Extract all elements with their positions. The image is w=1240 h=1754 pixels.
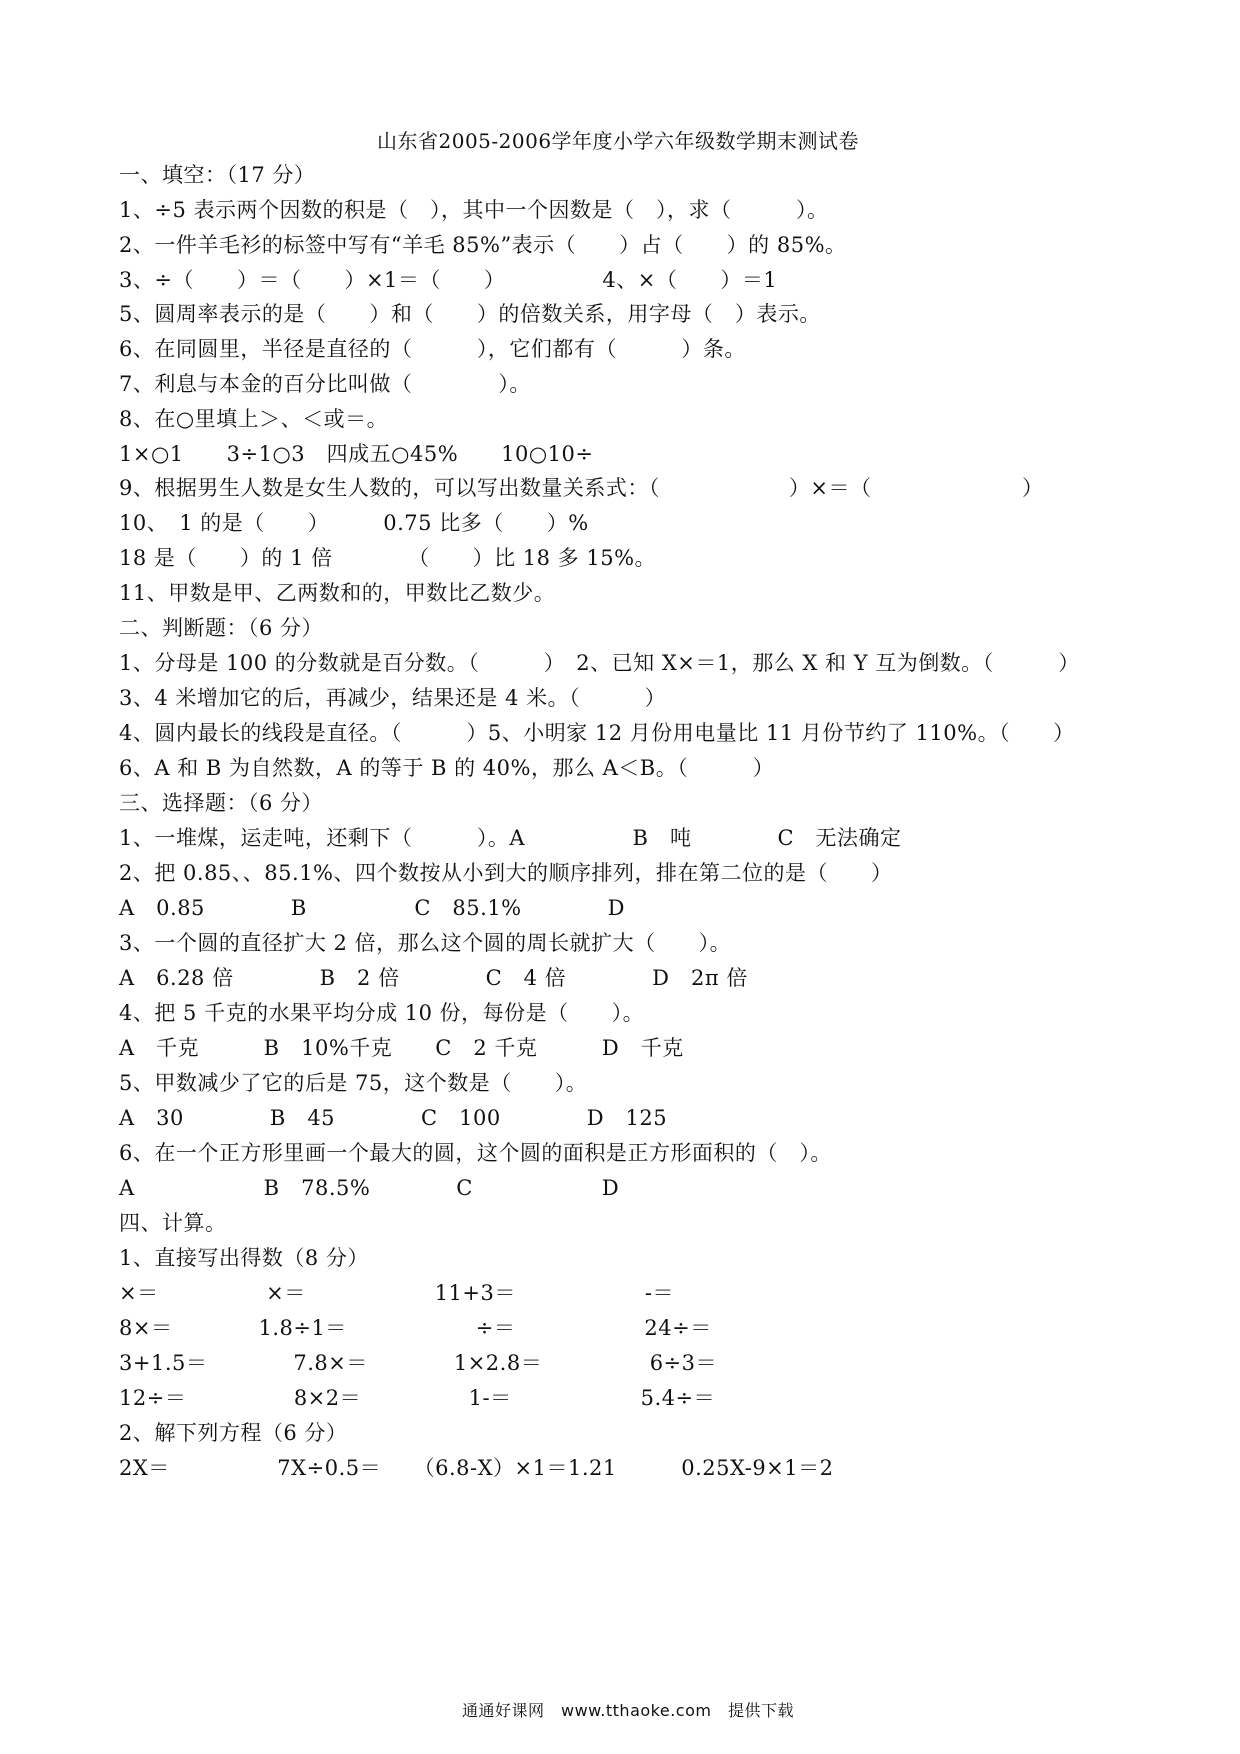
calculation-row: 8×＝ 1.8÷1＝ ÷＝ 24÷＝ (119, 1316, 712, 1340)
equation-row: 2X＝ 7X÷0.5＝ （6.8-X）×1＝1.21 0.25X-9×1＝2 (119, 1456, 834, 1480)
calculation-row: ×＝ ×＝ 11+3＝ -＝ (119, 1281, 674, 1305)
question-line: 6、A 和 B 为自然数，A 的等于 B 的 40%，那么 A＜B。（ ） (119, 756, 775, 780)
section-calculation-heading: 四、计算。 (119, 1211, 227, 1235)
page-title: 山东省2005-2006学年度小学六年级数学期末测试卷 (377, 129, 860, 153)
question-line: 8、在○里填上＞、＜或＝。 (119, 407, 389, 431)
choice-options: A 千克 B 10%千克 C 2 千克 D 千克 (119, 1036, 684, 1060)
choice-options: A 30 B 45 C 100 D 125 (119, 1106, 668, 1130)
question-line: 1、÷5 表示两个因数的积是（ ），其中一个因数是（ ），求（ ）。 (119, 198, 829, 222)
subsection-heading: 2、解下列方程（6 分） (119, 1421, 348, 1445)
question-line: 6、在同圆里，半径是直径的（ ），它们都有（ ）条。 (119, 337, 746, 361)
calculation-row: 3+1.5＝ 7.8×＝ 1×2.8＝ 6÷3＝ (119, 1351, 718, 1375)
question-line: 1、分母是 100 的分数就是百分数。（ ） 2、已知 X×＝1，那么 X 和 Y 互为倒数。（ ） (119, 651, 1080, 675)
section-true-false-heading: 二、判断题：（6 分） (119, 616, 324, 640)
choice-options: A B 78.5% C D (119, 1176, 620, 1200)
question-line: 7、利息与本金的百分比叫做（ ）。 (119, 372, 531, 396)
section-fill-blank-heading: 一、填空：（17 分） (119, 163, 316, 187)
question-line: 1×○1 3÷1○3 四成五○45% 10○10÷ (119, 442, 594, 466)
question-line: 10、 1 的是（ ） 0.75 比多（ ）% (119, 511, 589, 535)
question-line: 4、把 5 千克的水果平均分成 10 份，每份是（ ）。 (119, 1001, 645, 1025)
calculation-row: 12÷＝ 8×2＝ 1-＝ 5.4÷＝ (119, 1386, 716, 1410)
choice-options: A 0.85 B C 85.1% D (119, 896, 625, 920)
section-multiple-choice-heading: 三、选择题：（6 分） (119, 791, 324, 815)
choice-options: A 6.28 倍 B 2 倍 C 4 倍 D 2π 倍 (119, 966, 748, 990)
question-line: 2、一件羊毛衫的标签中写有“羊毛 85%”表示（ ）占（ ）的 85%。 (119, 233, 847, 257)
question-line: 5、圆周率表示的是（ ）和（ ）的倍数关系，用字母（ ）表示。 (119, 302, 821, 326)
question-line: 9、根据男生人数是女生人数的，可以写出数量关系式：（ ）×＝（ ） (119, 476, 1044, 500)
question-line: 2、把 0.85、、85.1%、四个数按从小到大的顺序排列，排在第二位的是（ ） (119, 861, 893, 885)
question-line: 5、甲数减少了它的后是 75，这个数是（ ）。 (119, 1071, 588, 1095)
question-line: 11、甲数是甲、乙两数和的，甲数比乙数少。 (119, 581, 556, 605)
question-line: 3、4 米增加它的后，再减少，结果还是 4 米。（ ） (119, 686, 667, 710)
question-line: 6、在一个正方形里画一个最大的圆，这个圆的面积是正方形面积的（ ）。 (119, 1141, 832, 1165)
question-line: 3、÷（ ）＝（ ）×1＝（ ） 4、×（ ）＝1 (119, 268, 778, 292)
page-footer: 通通好课网 www.tthaoke.com 提供下载 (462, 1701, 794, 1720)
question-line: 18 是（ ）的 1 倍 （ ）比 18 多 15%。 (119, 546, 657, 570)
subsection-heading: 1、直接写出得数（8 分） (119, 1246, 369, 1270)
question-line: 4、圆内最长的线段是直径。（ ）5、小明家 12 月份用电量比 11 月份节约了 110%。（ ） (119, 721, 1075, 745)
question-line: 3、一个圆的直径扩大 2 倍，那么这个圆的周长就扩大（ ）。 (119, 931, 732, 955)
question-line: 1、一堆煤，运走吨，还剩下（ ）。A B 吨 C 无法确定 (119, 826, 902, 850)
